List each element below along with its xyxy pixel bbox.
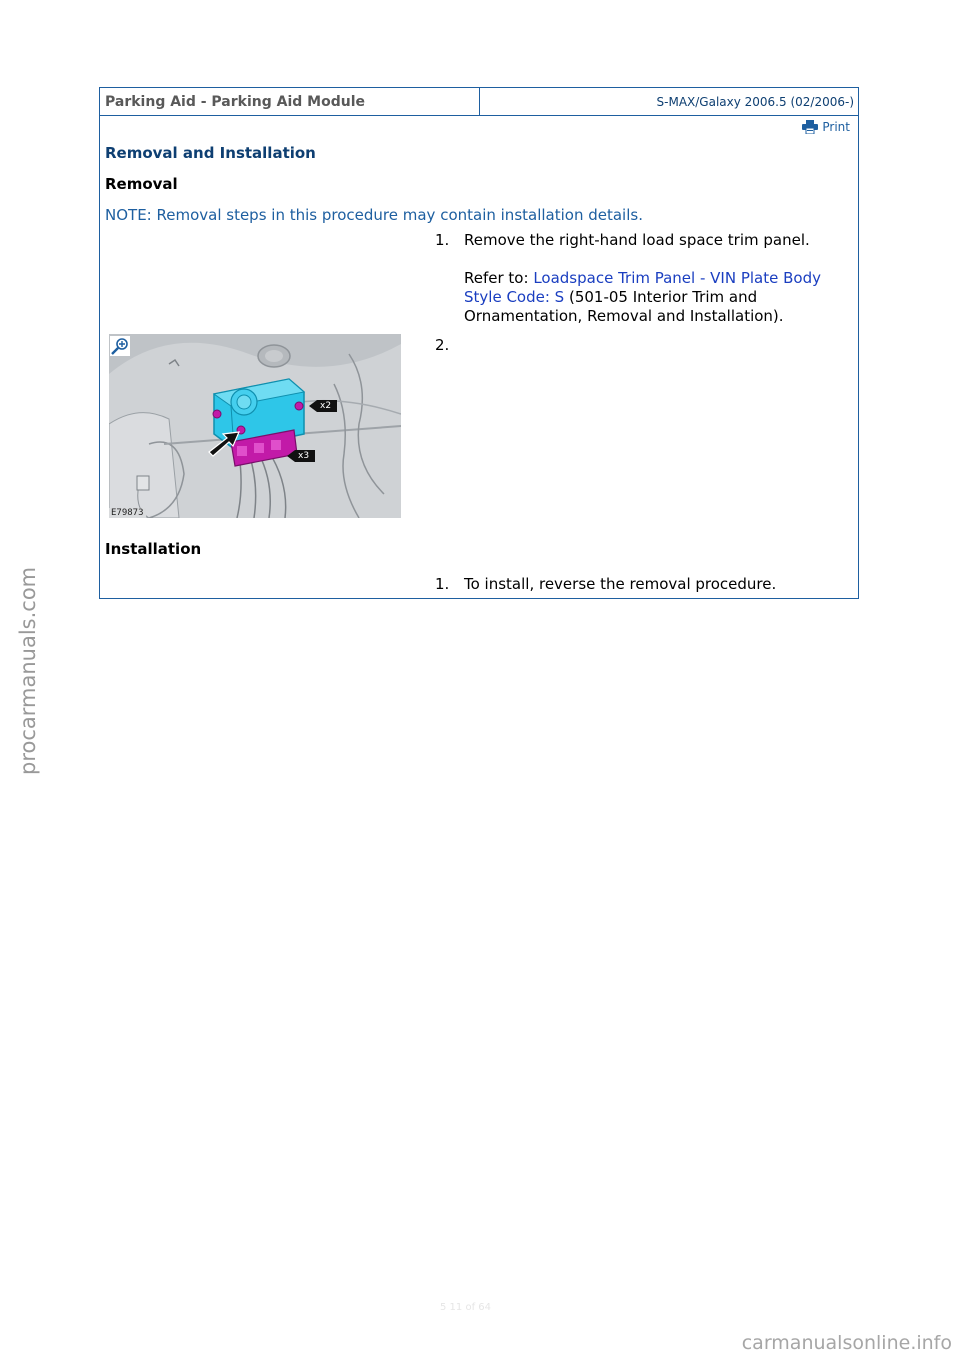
step-text: Remove the right-hand load space trim panel. [464, 231, 810, 249]
bottom-watermark: carmanualsonline.info [741, 1332, 952, 1354]
installation-heading: Installation [105, 540, 202, 558]
section-title: Removal and Installation [105, 144, 316, 162]
header-row [100, 88, 858, 116]
model-info: S-MAX/Galaxy 2006.5 (02/2006-) [656, 95, 854, 109]
zoom-icon[interactable] [110, 336, 130, 356]
side-watermark: procarmanuals.com [16, 566, 40, 775]
print-button[interactable] [802, 120, 850, 134]
print-label: Print [822, 120, 850, 134]
figure-code: E79873 [111, 508, 144, 518]
step-text: To install, reverse the removal procedure. [464, 575, 777, 593]
page-title: Parking Aid - Parking Aid Module [105, 94, 365, 110]
procedure-frame [99, 87, 859, 599]
step-number: 1. [435, 575, 450, 593]
step-number: 2. [435, 336, 450, 354]
step-number: 1. [435, 231, 450, 249]
fastener-count-label: x2 [320, 401, 332, 411]
printer-icon [802, 120, 818, 134]
module-illustration [109, 334, 401, 518]
fastener-count-label: x3 [298, 451, 310, 461]
reference-suffix: (501-05 Interior Trim and Ornamentation, Removal and Installation). [464, 288, 784, 325]
step-body [464, 575, 846, 594]
reference-prefix: Refer to: [464, 269, 534, 287]
page-number: 5 11 of 64 [440, 1302, 491, 1313]
parking-aid-module-figure[interactable] [109, 334, 401, 518]
step-body [464, 231, 846, 326]
removal-heading: Removal [105, 175, 178, 193]
loadspace-trim-panel-link[interactable]: Loadspace Trim Panel - VIN Plate Body Style Code: S [464, 269, 821, 306]
step-reference [464, 269, 846, 326]
removal-note: NOTE: Removal steps in this procedure may contain installation details. [105, 206, 643, 224]
header-divider [479, 88, 480, 115]
